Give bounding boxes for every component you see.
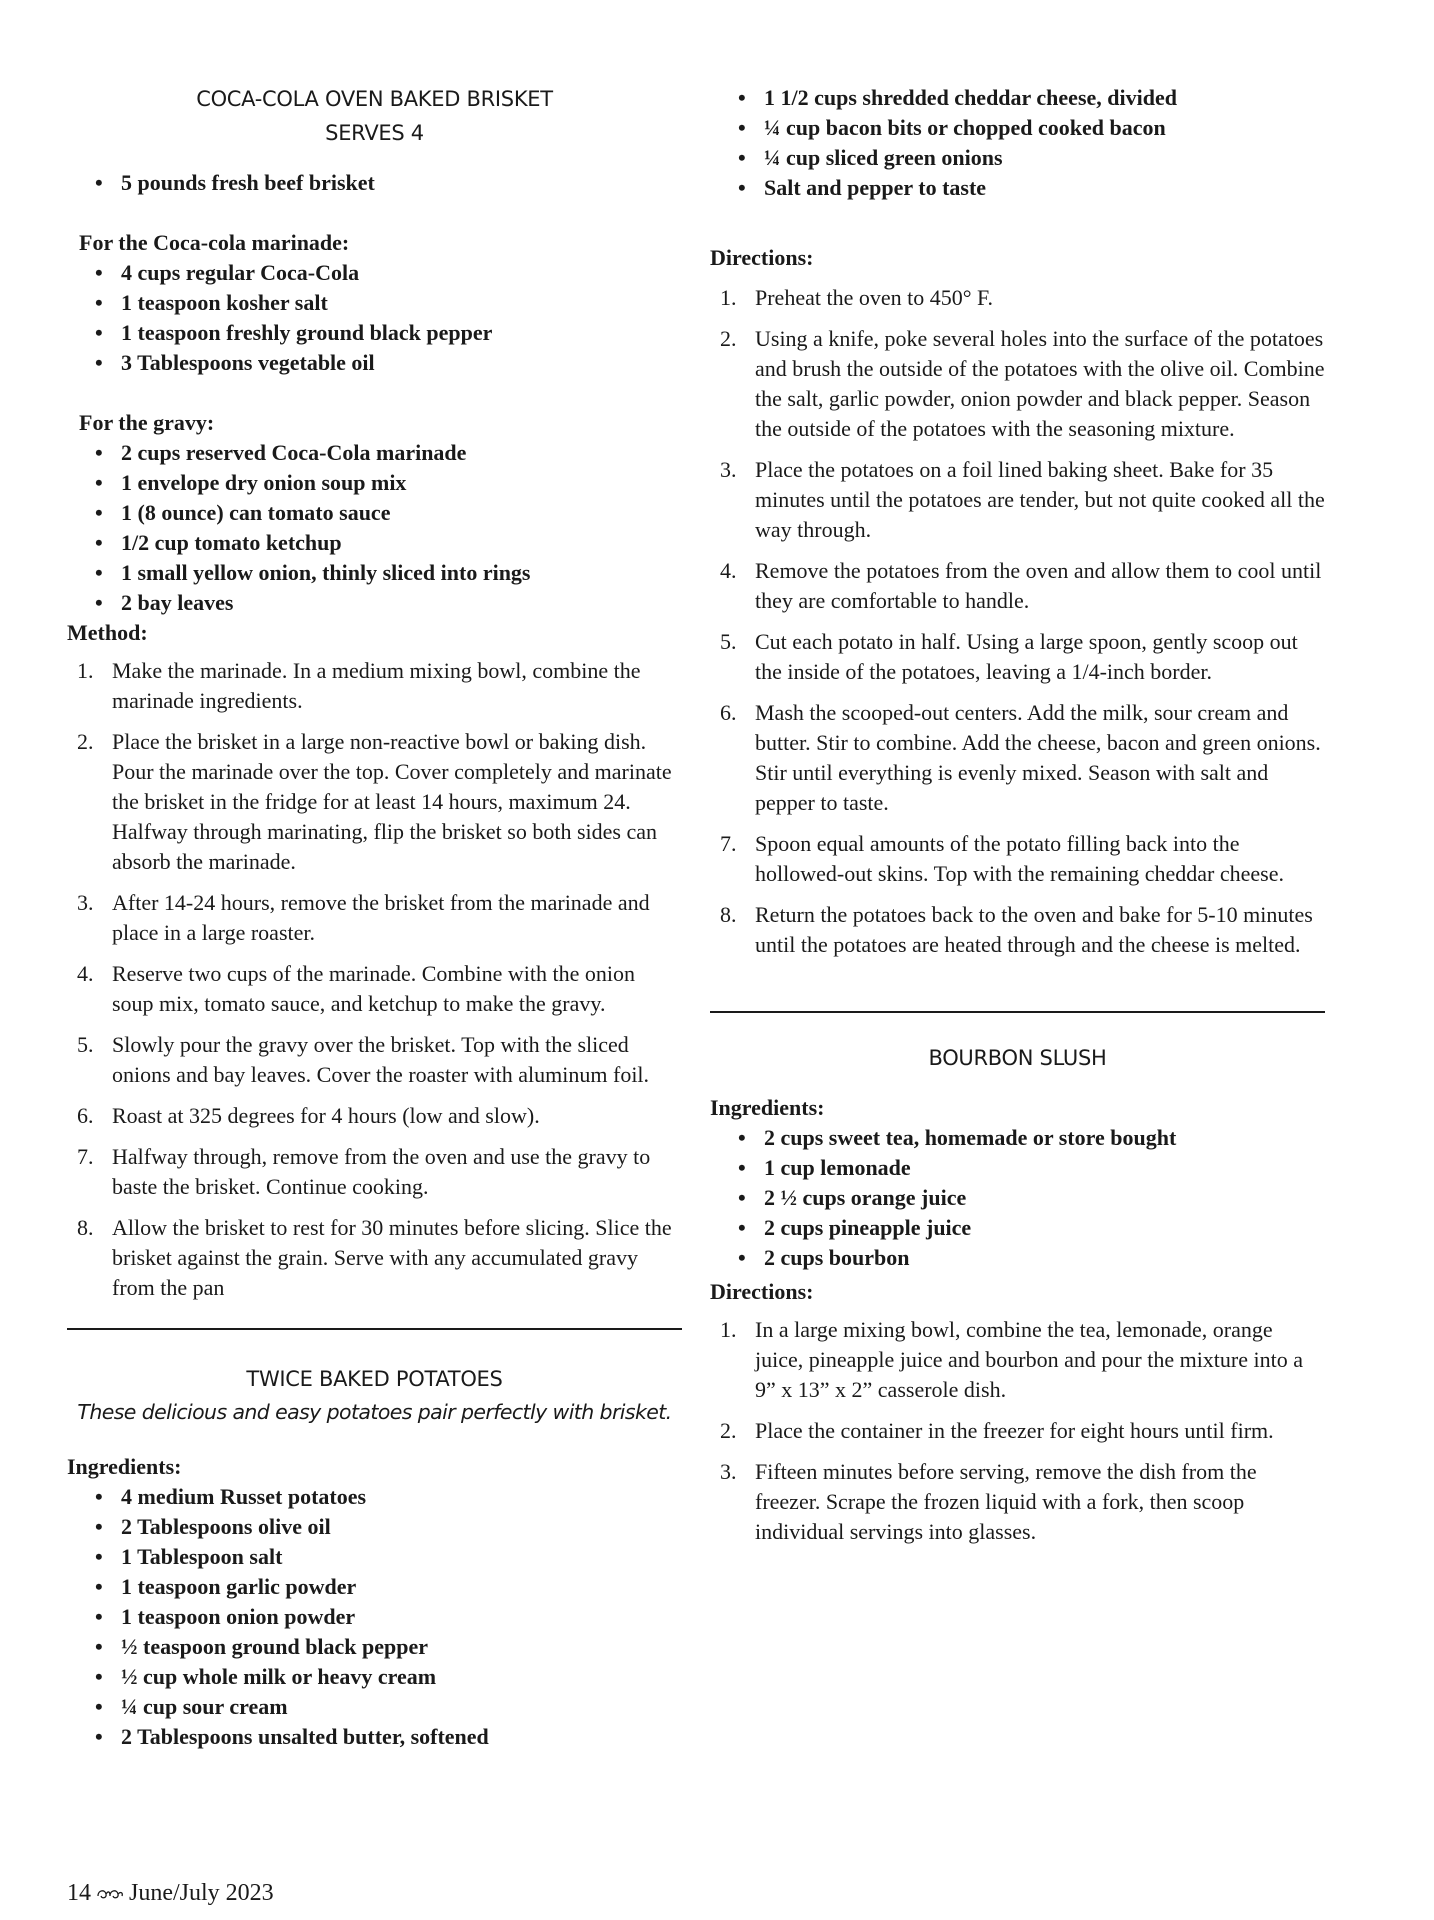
slush-ingredients-heading: Ingredients: bbox=[710, 1095, 825, 1120]
ingredient-item: • 1/2 cup tomato ketchup bbox=[95, 528, 682, 558]
method-heading: Method: bbox=[67, 620, 148, 645]
potatoes-ingredients-continued bbox=[710, 83, 1325, 203]
step-number: 2. bbox=[720, 326, 737, 351]
direction-step bbox=[710, 455, 1325, 545]
direction-step bbox=[710, 1315, 1325, 1405]
slush-ingredients-list bbox=[710, 1123, 1325, 1273]
ingredient-item: • 2 cups bourbon bbox=[738, 1243, 1325, 1273]
method-step bbox=[67, 1213, 682, 1303]
step-number: 8. bbox=[77, 1215, 94, 1240]
step-number: 7. bbox=[77, 1144, 94, 1169]
potatoes-direction-steps bbox=[710, 283, 1325, 960]
ingredient-item: • 2 cups pineapple juice bbox=[738, 1213, 1325, 1243]
ingredient-item: • ½ cup whole milk or heavy cream bbox=[95, 1662, 682, 1692]
direction-step bbox=[710, 324, 1325, 444]
step-number: 1. bbox=[720, 1317, 737, 1342]
slush-direction-steps bbox=[710, 1315, 1325, 1547]
direction-step bbox=[710, 1457, 1325, 1547]
step-text: Slowly pour the gravy over the brisket. Top with the sliced onions and bay leaves. Cover the roaster with aluminum foil. bbox=[112, 1032, 650, 1087]
ingredient-item: • 1 teaspoon garlic powder bbox=[95, 1572, 682, 1602]
method-step bbox=[67, 1142, 682, 1202]
step-text: Return the potatoes back to the oven and bake for 5-10 minutes until the potatoes are heated through and the cheese is melted. bbox=[755, 902, 1313, 957]
brisket-main-ingredients bbox=[67, 168, 682, 198]
ingredient-item: • 3 Tablespoons vegetable oil bbox=[95, 348, 682, 378]
ingredient-item: • 2 cups reserved Coca-Cola marinade bbox=[95, 438, 682, 468]
step-text: Cut each potato in half. Using a large spoon, gently scoop out the inside of the potatoes, leaving a 1/4-inch border. bbox=[755, 629, 1298, 684]
step-number: 3. bbox=[77, 890, 94, 915]
method-step bbox=[67, 1030, 682, 1090]
ingredient-item: • 1 (8 ounce) can tomato sauce bbox=[95, 498, 682, 528]
step-text: Halfway through, remove from the oven and use the gravy to baste the brisket. Continue cooking. bbox=[112, 1144, 651, 1199]
ingredient-item: • 2 cups sweet tea, homemade or store bought bbox=[738, 1123, 1325, 1153]
ingredient-item: • 1 cup lemonade bbox=[738, 1153, 1325, 1183]
brisket-method-steps bbox=[67, 656, 682, 1303]
method-step bbox=[67, 959, 682, 1019]
ingredient-item: • 4 cups regular Coca-Cola bbox=[95, 258, 682, 288]
method-step bbox=[67, 727, 682, 877]
ingredient-item: • 1 envelope dry onion soup mix bbox=[95, 468, 682, 498]
step-number: 5. bbox=[77, 1032, 94, 1057]
slush-title: BOURBON SLUSH bbox=[928, 1046, 1107, 1070]
step-text: Fifteen minutes before serving, remove the dish from the freezer. Scrape the frozen liquid with a fork, then scoop individual servings into glasses. bbox=[755, 1459, 1257, 1544]
ingredient-item: • 2 bay leaves bbox=[95, 588, 682, 618]
ingredient-item: • 1 teaspoon freshly ground black pepper bbox=[95, 318, 682, 348]
ingredient-item: • 2 Tablespoons unsalted butter, softened bbox=[95, 1722, 682, 1752]
step-text: Allow the brisket to rest for 30 minutes before slicing. Slice the brisket against the grain. Serve with any accumulated gravy from the pan bbox=[112, 1215, 672, 1300]
ingredient-item: • 2 ½ cups orange juice bbox=[738, 1183, 1325, 1213]
direction-step bbox=[710, 556, 1325, 616]
step-number: 3. bbox=[720, 1459, 737, 1484]
potatoes-subtitle: These delicious and easy potatoes pair perfectly with brisket. bbox=[77, 1400, 672, 1424]
step-number: 4. bbox=[77, 961, 94, 986]
step-text: Preheat the oven to 450° F. bbox=[755, 285, 993, 310]
potatoes-title: TWICE BAKED POTATOES bbox=[246, 1367, 503, 1391]
step-number: 7. bbox=[720, 831, 737, 856]
step-text: Make the marinade. In a medium mixing bowl, combine the marinade ingredients. bbox=[112, 658, 641, 713]
step-text: Remove the potatoes from the oven and allow them to cool until they are comfortable to handle. bbox=[755, 558, 1322, 613]
swirl-ornament-icon bbox=[95, 1885, 125, 1903]
step-number: 2. bbox=[720, 1418, 737, 1443]
direction-step bbox=[710, 283, 1325, 313]
direction-step bbox=[710, 829, 1325, 889]
page-footer bbox=[67, 1880, 274, 1907]
ingredient-item: • ½ teaspoon ground black pepper bbox=[95, 1632, 682, 1662]
step-number: 4. bbox=[720, 558, 737, 583]
step-number: 2. bbox=[77, 729, 94, 754]
step-number: 6. bbox=[77, 1103, 94, 1128]
direction-step bbox=[710, 627, 1325, 687]
step-number: 1. bbox=[77, 658, 94, 683]
direction-step bbox=[710, 900, 1325, 960]
step-number: 5. bbox=[720, 629, 737, 654]
potatoes-directions-heading: Directions: bbox=[710, 245, 814, 270]
gravy-ingredients bbox=[67, 438, 682, 618]
left-column bbox=[67, 0, 682, 1752]
step-number: 6. bbox=[720, 700, 737, 725]
marinade-ingredients bbox=[67, 258, 682, 378]
step-number: 1. bbox=[720, 285, 737, 310]
brisket-serves: SERVES 4 bbox=[325, 121, 424, 145]
ingredient-item: • ¼ cup sour cream bbox=[95, 1692, 682, 1722]
potatoes-ingredients-heading: Ingredients: bbox=[67, 1454, 182, 1479]
step-text: Place the container in the freezer for eight hours until firm. bbox=[755, 1418, 1274, 1443]
method-step bbox=[67, 656, 682, 716]
ingredient-item: • 1 1/2 cups shredded cheddar cheese, divided bbox=[738, 83, 1325, 113]
step-text: Place the potatoes on a foil lined baking sheet. Bake for 35 minutes until the potatoes are tender, but not quite cooked all the way through. bbox=[755, 457, 1325, 542]
right-column bbox=[710, 0, 1325, 1558]
ingredient-item: • ¼ cup bacon bits or chopped cooked bacon bbox=[738, 113, 1325, 143]
slush-directions-heading: Directions: bbox=[710, 1279, 814, 1304]
ingredient-item: • 4 medium Russet potatoes bbox=[95, 1482, 682, 1512]
step-text: In a large mixing bowl, combine the tea, lemonade, orange juice, pineapple juice and bourbon and pour the mixture into a 9” x 13” x 2” casserole dish. bbox=[755, 1317, 1304, 1402]
step-text: Mash the scooped-out centers. Add the milk, sour cream and butter. Stir to combine. Add the cheese, bacon and green onions. Stir until everything is evenly mixed. Season with salt and pepper to taste. bbox=[755, 700, 1321, 815]
ingredient-item: • 1 teaspoon kosher salt bbox=[95, 288, 682, 318]
page-number: 14 bbox=[67, 1880, 91, 1906]
step-text: Using a knife, poke several holes into the surface of the potatoes and brush the outside of the potatoes with the olive oil. Combine the salt, garlic powder, onion powder and black pepper. Season the outside of the potatoes with the seasoning mixture. bbox=[755, 326, 1325, 441]
direction-step bbox=[710, 1416, 1325, 1446]
ingredient-item: • 2 Tablespoons olive oil bbox=[95, 1512, 682, 1542]
step-number: 8. bbox=[720, 902, 737, 927]
step-text: Spoon equal amounts of the potato filling back into the hollowed-out skins. Top with the remaining cheddar cheese. bbox=[755, 831, 1284, 886]
gravy-heading: For the gravy: bbox=[79, 410, 215, 435]
method-step bbox=[67, 1101, 682, 1131]
step-number: 3. bbox=[720, 457, 737, 482]
ingredient-item: • 1 small yellow onion, thinly sliced into rings bbox=[95, 558, 682, 588]
ingredient-item: • 1 teaspoon onion powder bbox=[95, 1602, 682, 1632]
ingredient-item: • Salt and pepper to taste bbox=[738, 173, 1325, 203]
issue-date: June/July 2023 bbox=[129, 1880, 274, 1906]
step-text: After 14-24 hours, remove the brisket from the marinade and place in a large roaster. bbox=[112, 890, 650, 945]
direction-step bbox=[710, 698, 1325, 818]
ingredient-item: • ¼ cup sliced green onions bbox=[738, 143, 1325, 173]
step-text: Roast at 325 degrees for 4 hours (low and slow). bbox=[112, 1103, 540, 1128]
potatoes-ingredients-list bbox=[67, 1482, 682, 1752]
ingredient-item: • 1 Tablespoon salt bbox=[95, 1542, 682, 1572]
method-step bbox=[67, 888, 682, 948]
brisket-title: COCA-COLA OVEN BAKED BRISKET bbox=[196, 87, 553, 111]
step-text: Place the brisket in a large non-reactive bowl or baking dish. Pour the marinade over the top. Cover completely and marinate the brisket in the fridge for at least 14 hours, maximum 24. Halfway through marinating, flip the brisket so both sides can absorb the marinade. bbox=[112, 729, 672, 874]
marinade-heading: For the Coca-cola marinade: bbox=[79, 230, 350, 255]
step-text: Reserve two cups of the marinade. Combine with the onion soup mix, tomato sauce, and ketchup to make the gravy. bbox=[112, 961, 635, 1016]
ingredient-item: • 5 pounds fresh beef brisket bbox=[95, 168, 682, 198]
